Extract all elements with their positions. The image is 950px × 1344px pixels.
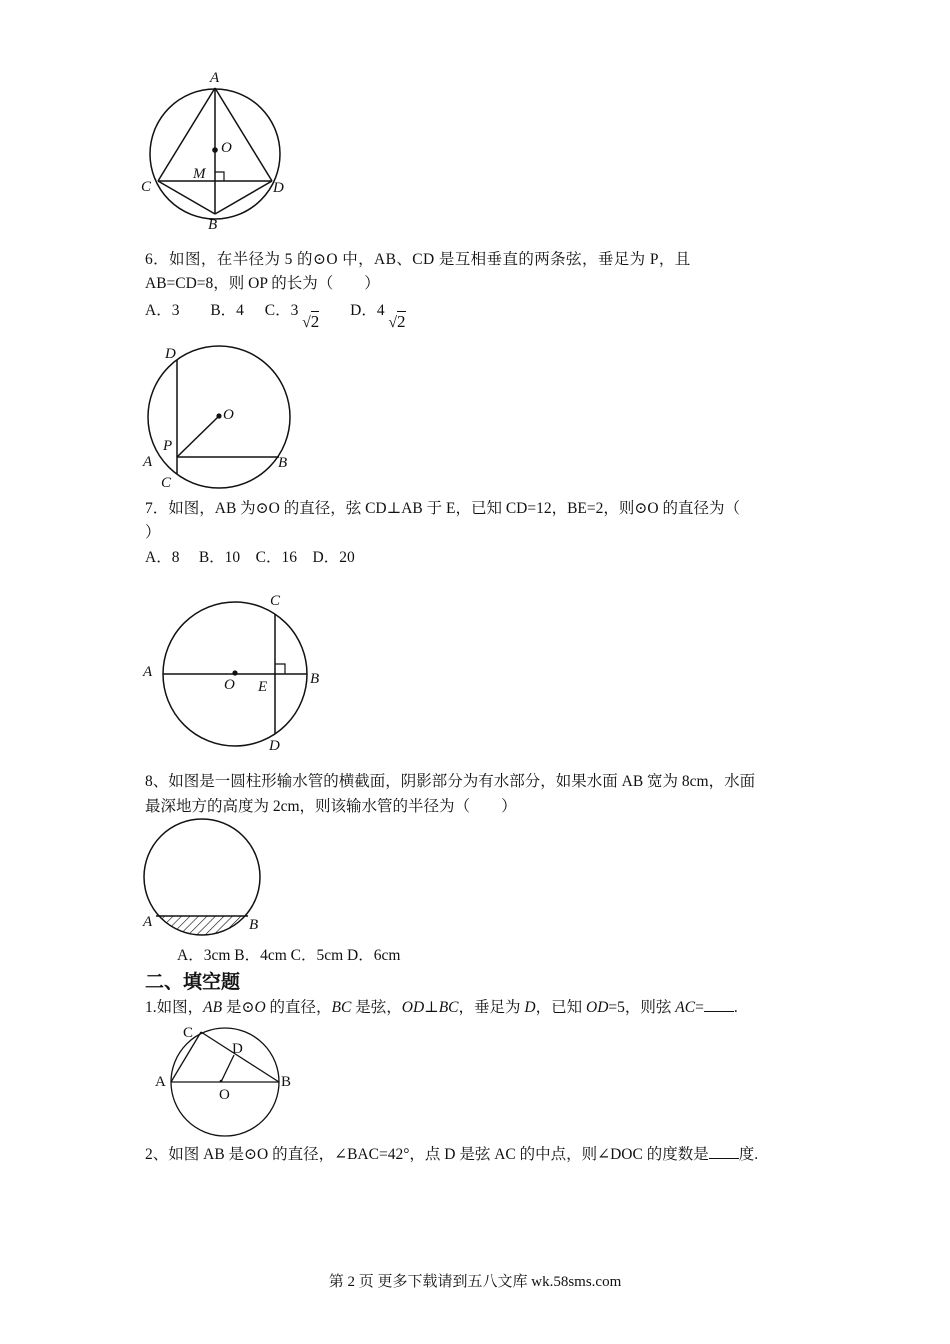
fig5-label-a: A [155,1074,166,1090]
f1-answer-blank[interactable] [704,997,734,1012]
fig2-label-o: O [223,407,234,423]
q7-text-line1: 7．如图，AB 为⊙O 的直径，弦 CD⊥AB 于 E，已知 CD=12，BE=2，则⊙O 的直径为（ [145,500,740,517]
figure-water-pipe-cross-section [135,818,275,938]
figure-circle-triangle-acb [145,1022,305,1140]
figure-circle-perpendicular-chords [135,340,305,490]
fig1-label-c: C [141,179,152,195]
figure-circle-acbd [135,68,295,238]
q6-option-c-sqrt: √2 [302,312,320,331]
fig2-label-a: A [143,454,153,470]
q6-option-d-radicand: 2 [397,312,406,331]
f1-text-part: ，已知 [535,999,587,1016]
f2-text-part: 度. [738,1146,759,1163]
fig2-label-b: B [278,455,288,471]
fig5-label-d: D [232,1041,243,1057]
f1-var-od-perp-bc: OD⊥BC [401,999,459,1016]
q6-option-d: D．4 [350,302,385,319]
fig3-label-a: A [143,664,153,680]
f1-text-part: =5，则弦 [608,999,676,1016]
q6-option-c-radicand: 2 [310,312,320,331]
fig1-label-o: O [221,140,232,156]
fig3-label-o: O [224,677,235,693]
fig1-label-b: B [208,217,218,233]
f1-text-part: 的直径， [265,999,332,1016]
f1-text-part: 是⊙ [222,999,255,1016]
f1-text-part: ，垂足为 [458,999,525,1016]
f1-text-part: . [733,999,738,1016]
fig3-label-d: D [269,738,280,754]
fig1-label-a: A [210,70,220,86]
f1-text [145,996,738,1020]
fig3-label-e: E [258,679,268,695]
q6-option-a: A．3 [145,302,180,319]
fig5-label-b: B [281,1074,292,1090]
f1-var-od: OD [586,999,609,1016]
f1-var-o: O [254,999,266,1016]
f1-var-ab: AB [203,999,223,1016]
q8-options: A．3cm B．4cm C．5cm D．6cm [177,947,401,964]
q7-text-line2: ） [145,524,161,541]
q6-option-d-sqrt: √2 [388,312,406,331]
fig1-label-d: D [273,180,284,196]
f1-text-part: 是弦， [351,999,402,1016]
fig4-label-a: A [143,914,153,930]
f1-text-part: = [695,999,704,1016]
f2-answer-blank[interactable] [709,1144,739,1159]
f1-var-ac: AC [675,999,696,1016]
q6-text-line1: 6．如图，在半径为 5 的⊙O 中，AB、CD 是互相垂直的两条弦，垂足为 P，且 [145,251,691,268]
fig3-label-b: B [310,671,320,687]
f1-var-bc: BC [331,999,352,1016]
f1-var-d: D [524,999,536,1016]
fig2-label-c: C [161,475,172,491]
fig4-label-b: B [249,917,259,933]
q7-options: A．8 B．10 C．16 D．20 [145,549,355,566]
q8-text-line2: 最深地方的高度为 2cm，则该输水管的半径为（ ） [145,798,517,815]
f2-text [145,1143,758,1167]
q6-options [145,298,406,331]
fig3-label-c: C [270,593,281,609]
q6-option-c: C．3 [264,302,299,319]
fig2-label-p: P [163,438,173,454]
fig5-label-c: C [183,1025,194,1041]
fig5-label-o: O [219,1087,230,1103]
q6-text-line2: AB=CD=8，则 OP 的长为（ ） [145,275,380,292]
q6-option-b: B．4 [210,302,244,319]
f2-text-part: 2、如图 AB 是⊙O 的直径，∠BAC=42°，点 D 是弦 AC 的中点，则∠DOC 的度数是 [145,1146,709,1163]
fig1-label-m: M [193,166,206,182]
page-footer: 第 2 页 更多下载请到五八文库 wk.58sms.com [328,1274,622,1290]
figure-circle-diameter-chord [135,588,335,758]
fig2-label-d: D [165,346,176,362]
f1-text-part: 1.如图， [145,999,204,1016]
q8-text-line1: 8、如图是一圆柱形输水管的横截面，阴影部分为有水部分，如果水面 AB 宽为 8cm，水面 [145,773,756,790]
section-title-fill-in: 二、填空题 [145,971,241,993]
